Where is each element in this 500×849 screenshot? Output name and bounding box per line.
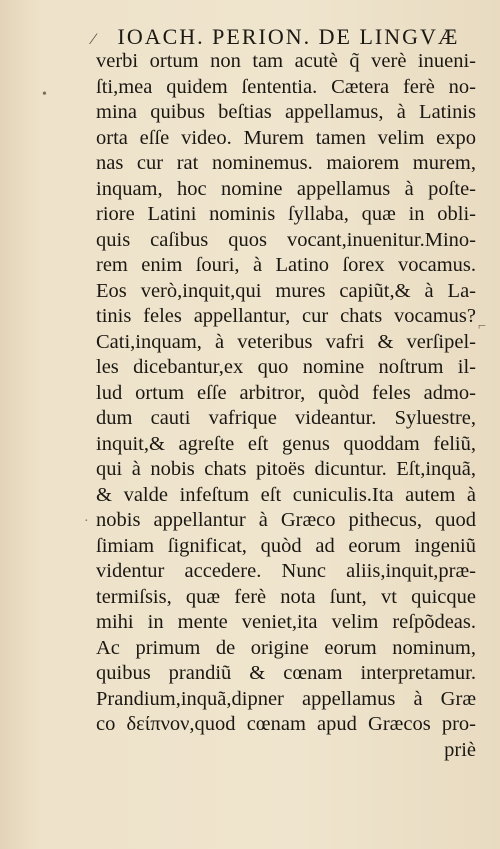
- text-line: inquit,& agreſte eſt genus quoddam feliũ,: [96, 432, 476, 455]
- text-line: videntur accedere. Nunc aliis,inquit,præ-: [96, 560, 476, 582]
- text-line: tinis feles appellantur, cur chats vocamus?: [96, 305, 476, 327]
- margin-mark-right: ⌐: [478, 319, 486, 334]
- margin-dot-left: •: [42, 87, 47, 102]
- text-line: orta eſſe video. Murem tamen velim expo: [96, 126, 476, 149]
- text-line: rem enim ſouri, à Latino ſorex vocamus.: [96, 254, 476, 276]
- text-line: ſimiam ſignificat, quòd ad eorum ingeniũ: [96, 534, 476, 557]
- text-line: verbi ortum non tam acutè q̃ verè inueni-: [96, 50, 476, 72]
- text-line: co δείπνον,quod cœnam apud Græcos pro-: [96, 713, 476, 735]
- text-line: nobis appellantur à Græco pithecus, quod: [96, 509, 476, 531]
- text-line: ſti,mea quidem ſententia. Cætera ferè no-: [96, 75, 476, 98]
- text-line: lud ortum eſſe arbitror, quòd feles admo-: [96, 381, 476, 404]
- text-line: & valde infeſtum eſt cuniculis.Ita autem à: [96, 483, 476, 506]
- margin-dot-bottom: ·: [84, 514, 89, 529]
- text-line: nas cur rat nominemus. maiorem murem,: [96, 152, 476, 174]
- running-head-title: IOACH. PERION. DE LINGVÆ: [117, 24, 460, 49]
- text-line: quis caſibus quos vocant,inuenitur.Mino-: [96, 228, 476, 251]
- main-text: [96, 49, 476, 763]
- text-line: quibus prandiũ & cœnam interpretamur.: [96, 662, 476, 684]
- text-line: Cati,inquam, à veteribus vafri & verſipel-: [96, 330, 476, 353]
- text-line: dum cauti vafrique videantur. Syluestre,: [96, 407, 476, 429]
- text-line: riore Latini nominis ſyllaba, quæ in obli-: [96, 203, 476, 225]
- text-line: les dicebantur,ex quo nomine noſtrum il-: [96, 356, 476, 378]
- text-line: Ac primum de origine eorum nominum,: [96, 636, 476, 659]
- text-line: Eos verò,inquit,qui mures capiũt,& à La-: [96, 279, 476, 302]
- text-line: Prandium,inquã,dipner appellamus à Græ: [96, 687, 476, 710]
- text-line: mihi in mente veniet,ita velim reſpõdeas.: [96, 611, 476, 633]
- text-line: qui à nobis chats pitoës dicuntur. Eſt,inquã,: [96, 458, 476, 480]
- text-line: inquam, hoc nomine appellamus à poſte-: [96, 177, 476, 200]
- catchword: priè: [444, 738, 476, 761]
- folio-mark: ⁄: [92, 31, 97, 48]
- text-line: termiſsis, quæ ferè nota ſunt, vt quicque: [96, 585, 476, 608]
- text-line: mina quibus beſtias appellamus, à Latinis: [96, 101, 476, 123]
